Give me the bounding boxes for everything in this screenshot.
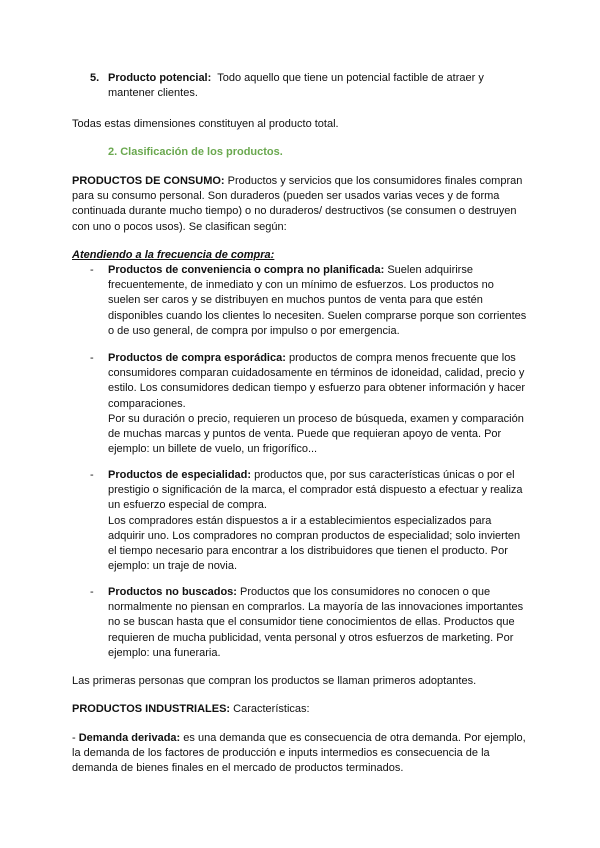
industriales-label: PRODUCTOS INDUSTRIALES:	[72, 703, 231, 715]
bullet-no-buscados	[108, 585, 528, 661]
bullet-extra: Por su duración o precio, requieren un proceso de búsqueda, examen y comparación de muchas marcas y puntos de venta. Puede que requieran apoyo de venta. Por ejemplo: un billete de vuelo, un frigorífico...	[108, 412, 524, 456]
bullet-text: productos que, por sus características únicas o por el prestigio o significación de la marca, el comprador está dispuesto a efectuar y realiza un esfuerzo especial de compra.	[108, 469, 523, 512]
bullet-dash: -	[90, 586, 94, 598]
industriales-paragraph	[72, 702, 532, 717]
section-heading: 2. Clasificación de los productos.	[108, 146, 283, 158]
demanda-prefix: -	[72, 732, 79, 744]
bullet-title: Productos de especialidad:	[108, 469, 252, 481]
bullet-text: productos de compra menos frecuente que los consumidores comparan cuidadosamente en términos de idoneidad, calidad, precio y estilo. Los consumidores dedican tiempo y esfuerzo para obtener información y hacer comparaciones.	[108, 352, 526, 410]
bullet-text: Suelen adquirirse frecuentemente, de inmediato y con un mínimo de esfuerzos. Los productos no suelen ser caros y se distribuyen en muchos puntos de venta para que estén disponibles cuando los clientes lo necesiten. Suelen comprarse porque son corrientes o de uso general, de compra por impulso o por emergencia.	[108, 264, 527, 337]
adoptantes-text: Las primeras personas que compran los productos se llaman primeros adoptantes.	[72, 675, 477, 687]
summary-text: Todas estas dimensiones constituyen al producto total.	[72, 118, 339, 130]
bullet-dash: -	[90, 352, 94, 364]
bullet-extra: Los compradores están dispuestos a ir a establecimientos especializados para adquirir uno. Los compradores no compran productos de especialidad; solo invierten el tiempo necesario para encontrar a los distribuidores que tienen el producto. Por ejemplo: un traje de novia.	[108, 514, 521, 573]
consumo-label: PRODUCTOS DE CONSUMO:	[72, 175, 225, 187]
consumo-paragraph	[72, 174, 528, 235]
demanda-label: Demanda derivada:	[78, 732, 181, 744]
item5-paragraph	[108, 71, 518, 101]
bullet-title: Productos de compra esporádica:	[108, 352, 286, 364]
demanda-paragraph	[72, 731, 530, 777]
bullet-dash: -	[90, 469, 94, 481]
demanda-text: es una demanda que es consecuencia de otra demanda. Por ejemplo, la demanda de los factores de producción e inputs intermedios es consecuencia de la demanda de bienes finales en el mercado de productos terminados.	[72, 732, 526, 775]
list-number: 5.	[90, 72, 100, 84]
bullet-esporadica	[108, 351, 528, 457]
consumo-text: Productos y servicios que los consumidores finales compran para su consumo personal. Son duraderos (pueden ser usados varias veces y de forma continuada durante mucho tiempo) o no duraderos/ destructivos (se consumen o destruyen con uno o pocos usos). Se clasifican según:	[72, 175, 523, 233]
frecuencia-heading: Atendiendo a la frecuencia de compra:	[72, 249, 275, 261]
bullet-title: Productos no buscados:	[108, 586, 237, 598]
bullet-title: Productos de conveniencia o compra no planificada:	[108, 264, 385, 276]
bullet-dash: -	[90, 264, 94, 276]
industriales-text: Características:	[233, 703, 310, 715]
bullet-especialidad	[108, 468, 528, 574]
bullet-text: Productos que los consumidores no conocen o que normalmente no piensan en comprarlos. La mayoría de las innovaciones importantes no se buscan hasta que el consumidor tiene conocimientos de ellas. Productos que requieren de mucha publicidad, venta personal y otros esfuerzos de marketing. Por ejemplo: una funeraria.	[108, 586, 524, 659]
item5-title: Producto potencial:	[108, 72, 212, 84]
item5-text: Todo aquello que tiene un potencial factible de atraer y mantener clientes.	[108, 72, 484, 100]
bullet-conveniencia	[108, 263, 528, 339]
